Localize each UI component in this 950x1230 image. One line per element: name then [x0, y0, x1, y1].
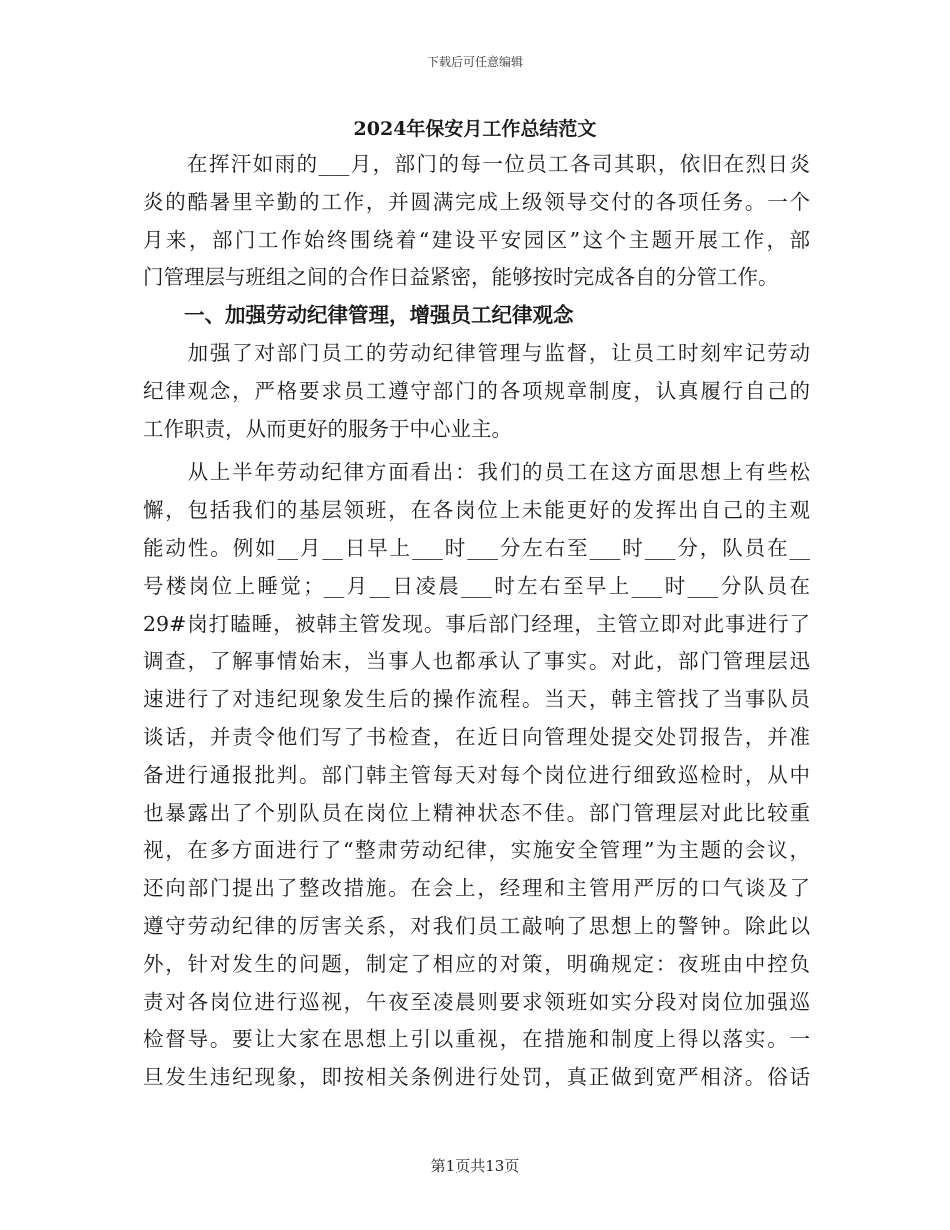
document-body	[143, 146, 810, 1097]
section-heading: 一、加强劳动纪律管理，增强员工纪律观念	[143, 303, 574, 328]
paragraph-line: 门管理层与班组之间的合作日益紧密，能够按时完成各自的分管工作。	[143, 265, 779, 290]
paragraph-line: 外，针对发生的问题，制定了相应的对策，明确规定：夜班由中控负	[143, 951, 810, 976]
paragraph-line: 调查，了解事情始末，当事人也都承认了事实。对此，部门管理层迅	[143, 649, 810, 674]
paragraph-line: 视，在多方面进行了“整肃劳动纪律，实施安全管理”为主题的会议，	[143, 838, 810, 863]
paragraph-line: 责对各岗位进行巡视，午夜至凌晨则要求领班如实分段对岗位加强巡	[143, 989, 810, 1014]
paragraph-line: 从上半年劳动纪律方面看出：我们的员工在这方面思想上有些松	[143, 460, 810, 485]
page-header-note: 下载后可任意编辑	[426, 55, 523, 69]
paragraph-line: 懈，包括我们的基层领班，在各岗位上未能更好的发挥出自己的主观	[143, 498, 810, 523]
paragraph-line: 29#岗打瞌睡，被韩主管发现。事后部门经理，主管立即对此事进行了	[143, 611, 810, 636]
paragraph-line: 能动性。例如__月__日早上___时___分左右至___时___分，队员在__	[143, 535, 810, 560]
paragraph-line: 速进行了对违纪现象发生后的操作流程。当天，韩主管找了当事队员	[143, 687, 810, 712]
paragraph-line: 检督导。要让大家在思想上引以重视，在措施和制度上得以落实。一	[143, 1027, 810, 1052]
paragraph-line: 还向部门提出了整改措施。在会上，经理和主管用严厉的口气谈及了	[143, 876, 810, 901]
paragraph-line: 谈话，并责令他们写了书检查，在近日向管理处提交处罚报告，并准	[143, 724, 810, 749]
page-number: 第1页共13页	[430, 1157, 520, 1175]
paragraph-line: 号楼岗位上睡觉；__月__日凌晨___时左右至早上___时___分队员在	[143, 573, 810, 598]
paragraph-line: 备进行通报批判。部门韩主管每天对每个岗位进行细致巡检时，从中	[143, 762, 810, 787]
paragraph-line: 工作职责，从而更好的服务于中心业主。	[143, 416, 512, 441]
paragraph-line: 旦发生违纪现象，即按相关条例进行处罚，真正做到宽严相济。俗话	[143, 1065, 810, 1090]
paragraph-line: 在挥汗如雨的___月，部门的每一位员工各司其职，依旧在烈日炎	[143, 152, 810, 176]
paragraph-line: 也暴露出了个别队员在岗位上精神状态不佳。部门管理层对此比较重	[143, 800, 810, 825]
paragraph-line: 月来，部门工作始终围绕着“建设平安园区”这个主题开展工作，部	[143, 227, 810, 252]
document-title: 2024年保安月工作总结范文	[353, 118, 597, 140]
paragraph-line: 纪律观念，严格要求员工遵守部门的各项规章制度，认真履行自己的	[143, 378, 810, 403]
paragraph-line: 加强了对部门员工的劳动纪律管理与监督，让员工时刻牢记劳动	[143, 340, 810, 365]
paragraph-line: 遵守劳动纪律的厉害关系，对我们员工敲响了思想上的警钟。除此以	[143, 913, 810, 938]
paragraph-line: 炎的酷暑里辛勤的工作，并圆满完成上级领导交付的各项任务。一个	[143, 189, 810, 214]
